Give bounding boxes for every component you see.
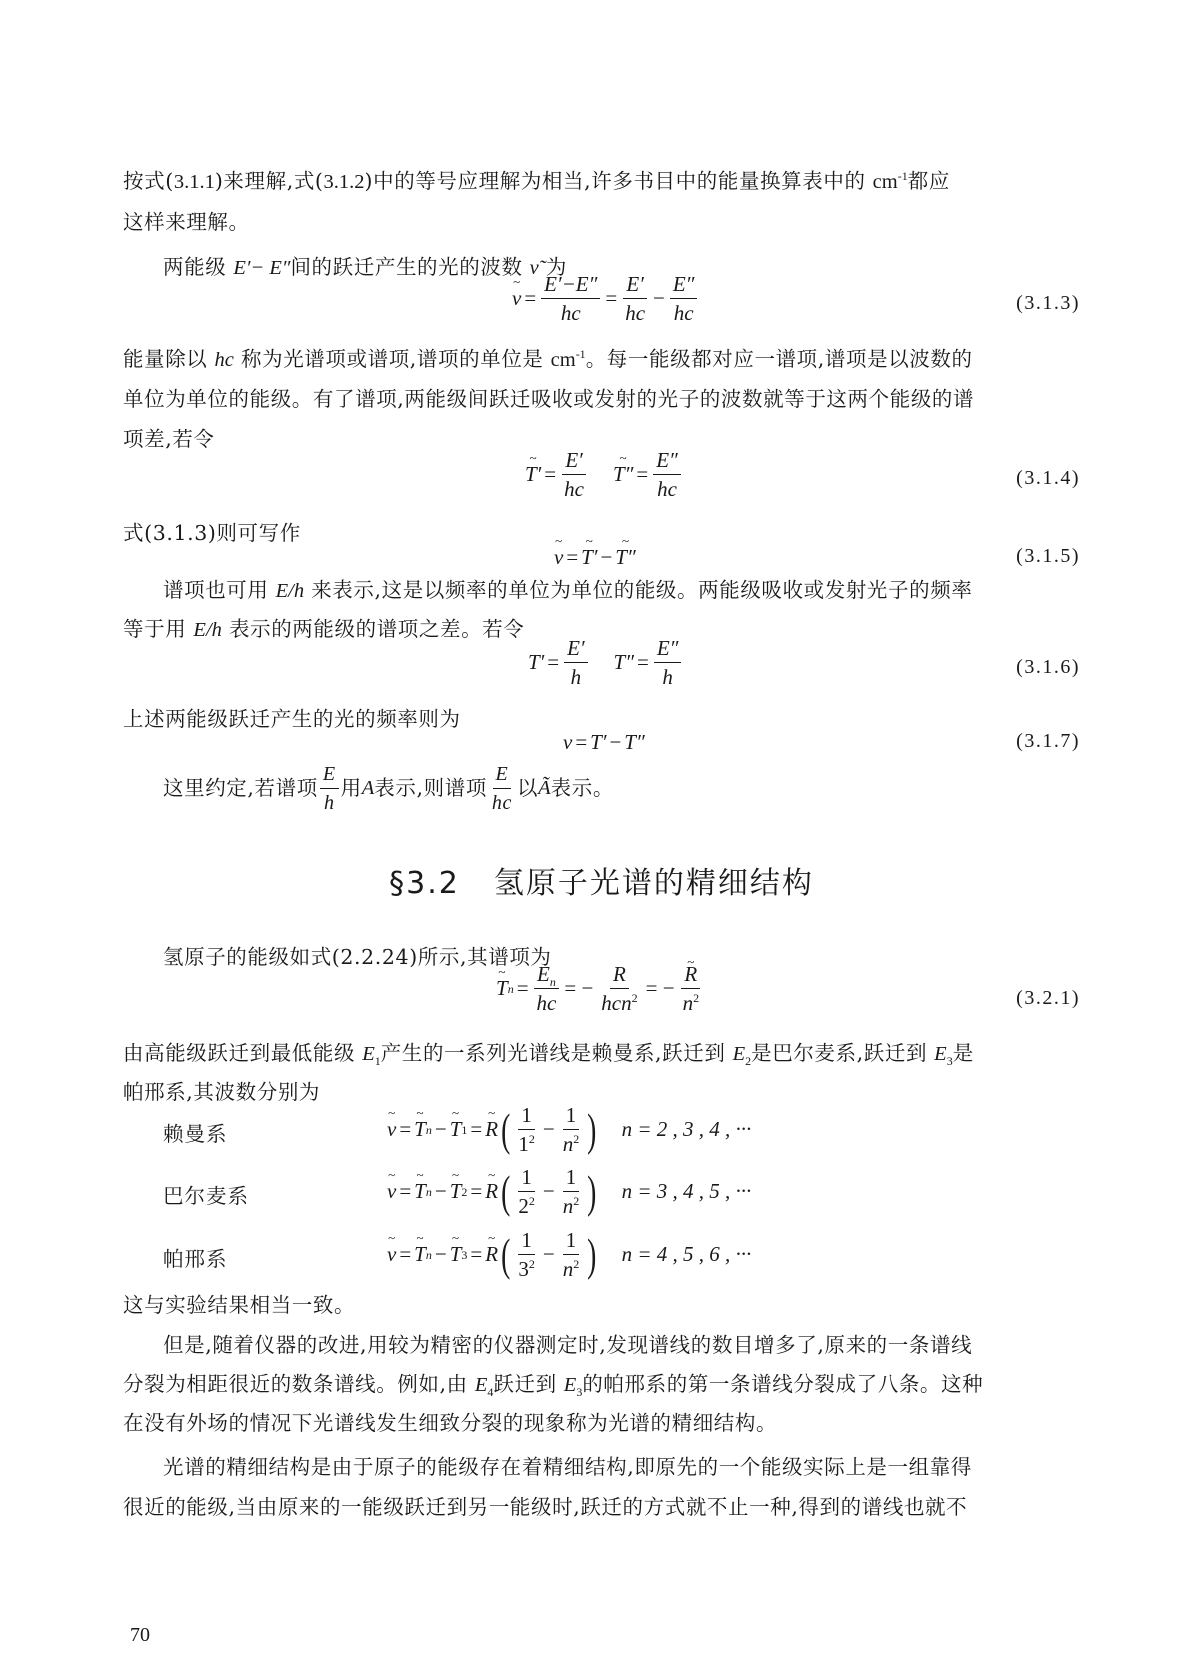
left-paren: ( (501, 1103, 511, 1155)
text: 表示,则谱项 (374, 776, 487, 800)
section-heading (0, 858, 1203, 902)
math-symbol: ~ ν (387, 1242, 396, 1267)
symbol: ~ R (684, 962, 697, 986)
paragraph-line: 上述两能级跃迁产生的光的频率则为 (123, 707, 461, 731)
page-number: 70 (130, 1624, 150, 1646)
text: )中的等号应理解为相当,许多书目中的能量换算表中的 (364, 169, 873, 193)
paragraph-line: 但是,随着仪器的改进,用较为精密的仪器测定时,发现谱线的数目增多了,原来的一条谱线 (163, 1333, 973, 1357)
paragraph-line (123, 1038, 1083, 1069)
text: 两能级 (163, 255, 234, 279)
text: 表示的两能级的谱项之差。若令 (221, 617, 525, 641)
paragraph-line (123, 1369, 1083, 1400)
math-symbol: ~ T (414, 1179, 426, 1204)
equation-number: (3.1.7) (1016, 730, 1080, 752)
paragraph-line: 项差,若令 (123, 427, 215, 451)
unit: cm (872, 171, 898, 193)
series-formula: ~ ν = ~ T n − ~ T 2 = ~ R ( $\frac{1}{2^2}$ − $\frac{1}{n^2}$ ) n = 3 , 4 , 5 , ··· (387, 1165, 751, 1218)
math-symbol: ~ ν (387, 1117, 396, 1142)
equation-ref: 3.1.2 (323, 171, 365, 193)
subscript: 2 (745, 1054, 752, 1069)
series-name: 赖曼系 (163, 1122, 228, 1146)
equation-number: (3.1.3) (1016, 292, 1080, 314)
paragraph-line: 帕邢系,其波数分别为 (123, 1080, 321, 1104)
symbol: n (621, 991, 632, 1015)
unit: cm (550, 349, 576, 371)
math-symbol: T′ (590, 730, 607, 754)
exponent: 2 (573, 1194, 580, 1208)
math-inline: Ã (538, 777, 551, 799)
right-paren: ) (587, 1165, 597, 1217)
math-symbol: ν (563, 730, 573, 754)
fraction: $\frac{1}{n^2}$ (562, 1228, 580, 1281)
math-inline: E (732, 1043, 746, 1065)
math-symbol: ~ T (414, 1117, 426, 1142)
exponent: 2 (528, 1132, 535, 1146)
left-paren: ( (501, 1228, 511, 1280)
text: 。每一能级都对应一谱项,谱项是以波数的 (585, 347, 973, 371)
math-symbol: ~ T (414, 1242, 426, 1267)
math-symbol: T″ (613, 650, 634, 674)
paragraph-line: 单位为单位的能级。有了谱项,两能级间跃迁吸收或发射的光子的波数就等于这两个能级的谱 (123, 387, 975, 411)
symbol: 1 (518, 1132, 529, 1156)
math-inline: E (934, 1043, 947, 1065)
math-inline: E/h (193, 619, 222, 641)
paragraph-line: 式(3.1.3)则可写作 (123, 521, 301, 545)
paragraph-line (123, 166, 1083, 197)
text: 谱项也可用 (163, 578, 276, 602)
symbol: 3 (518, 1257, 529, 1281)
math-symbol: ~ T (450, 1242, 462, 1267)
text: 是巴尔麦系,跃迁到 (751, 1041, 935, 1065)
math-inline: E′− E″ (233, 257, 291, 279)
equation-number: (3.1.5) (1016, 545, 1080, 567)
right-paren: ) (587, 1103, 597, 1155)
text: 的帕邢系的第一条谱线分裂成了八条。这种 (582, 1372, 984, 1396)
text: 为 (538, 255, 567, 279)
text: 是 (952, 1041, 974, 1065)
symbol: n (562, 1132, 574, 1156)
symbol: n (682, 991, 694, 1015)
fraction: $\frac{1}{3^2}$ (518, 1228, 535, 1281)
text: )来理解,式( (214, 169, 324, 193)
math-symbol: ~ T′ (581, 545, 597, 570)
fraction: $\frac{E''}{hc}$ (653, 448, 681, 501)
math-symbol: T″ (624, 730, 645, 754)
fraction: $\frac{E}{hc}$ (491, 762, 512, 814)
equation-number: (3.2.1) (1016, 987, 1080, 1009)
math-inline: E (362, 1043, 375, 1065)
symbol: n (562, 1194, 574, 1218)
paragraph-line: 这与实验结果相当一致。 (123, 1293, 356, 1317)
paragraph-line: 很近的能级,当由原来的一能级跃迁到另一能级时,跃迁的方式就不止一种,得到的谱线也就不 (123, 1495, 968, 1519)
unit-exponent: -1 (897, 169, 908, 184)
text: 用 (340, 776, 362, 800)
text: 表示。 (550, 776, 614, 800)
equation-3-1-4: ~ T′ = $\frac{E'}{hc}$ ~ T″ = $\frac{E''}{hc}$ (525, 448, 683, 501)
text: 由高能级跃迁到最低能级 (123, 1041, 363, 1065)
left-paren: ( (501, 1165, 511, 1217)
right-paren: ) (587, 1228, 597, 1280)
math-symbol: ~ T (450, 1179, 462, 1204)
fraction: $\frac{E'-E''}{hc}$ (541, 272, 600, 325)
equation-number: (3.1.6) (1016, 656, 1080, 678)
math-symbol: ~ T′ (525, 462, 541, 487)
symbol: hc (601, 991, 622, 1015)
exponent: 2 (528, 1257, 535, 1271)
fraction: $\frac{E}{h}$ (320, 762, 339, 815)
math-symbol: ~ ν (554, 545, 563, 570)
math-inline: hc (214, 349, 234, 371)
paragraph-line: 氢原子的能级如式(2.2.24)所示,其谱项为 (163, 945, 552, 969)
text: 都应 (907, 169, 950, 193)
fraction: $\frac{E''}{hc}$ (670, 272, 698, 325)
math-inline: ν̃ (529, 257, 539, 279)
math-symbol: ~ ν (387, 1179, 396, 1204)
subscript: 1 (374, 1054, 381, 1069)
paragraph-line: 光谱的精细结构是由于原子的能级存在着精细结构,即原先的一个能级实际上是一组靠得 (163, 1455, 972, 1479)
fraction: $\frac{1}{1^2}$ (518, 1103, 535, 1156)
fraction (680, 962, 703, 1015)
unit-exponent: -1 (575, 347, 586, 362)
math-symbol: T′ (528, 650, 545, 674)
paragraph-line: 这样来理解。 (123, 210, 250, 234)
fraction: $\frac{E'}{hc}$ (625, 272, 646, 325)
math-symbol: ~ T (496, 976, 508, 1001)
exponent: 2 (573, 1132, 580, 1146)
math-symbol: ~ R (485, 1179, 498, 1204)
text: 能量除以 (123, 347, 215, 371)
text: 分裂为相距很近的数条谱线。例如,由 (123, 1372, 475, 1396)
equation-ref: 3.1.1 (173, 171, 215, 193)
text: 等于用 (123, 617, 194, 641)
fraction: $\frac{1}{2^2}$ (518, 1165, 535, 1218)
math-symbol: ~ T″ (615, 545, 635, 570)
fraction: $\frac{E'}{hc}$ (564, 448, 584, 501)
symbol: n (562, 1257, 574, 1281)
text: 按式( (123, 169, 174, 193)
subscript: n (549, 975, 556, 990)
math-symbol: ~ R (485, 1242, 498, 1267)
text: 以 (517, 776, 539, 800)
fraction: $\frac{R}{hcn^2}$ (601, 962, 638, 1015)
symbol: E (537, 962, 550, 986)
text: 跃迁到 (493, 1372, 564, 1396)
series-range: n = 3 , 4 , 5 , ··· (621, 1179, 752, 1203)
equation-number: (3.1.4) (1016, 467, 1080, 489)
paragraph-line (163, 575, 1123, 606)
math-inline: E (563, 1374, 577, 1396)
text: 这里约定,若谱项 (163, 776, 318, 800)
text: 产生的一系列光谱线是赖曼系,跃迁到 (380, 1041, 733, 1065)
section-title: 氢原子光谱的精细结构 (493, 866, 814, 901)
equation-3-2-1: ~ T n = $\frac{E_n}{hc}$ = − $\frac{R}{hcn^2}$ = − ~ $\frac{R}{n^2}$ (496, 962, 704, 1015)
subscript: 3 (576, 1385, 583, 1400)
paragraph-line (163, 760, 1123, 816)
equation-3-1-5: ~ ν = ~ T′ − ~ T″ (554, 545, 636, 570)
fraction: $\frac{E''}{h}$ (654, 636, 682, 689)
exponent: 2 (693, 991, 700, 1005)
fraction: $\frac{1}{n^2}$ (562, 1165, 580, 1218)
series-name: 帕邢系 (163, 1247, 228, 1271)
subscript: 3 (946, 1054, 953, 1069)
symbol: 2 (518, 1194, 529, 1218)
series-name: 巴尔麦系 (163, 1184, 249, 1208)
exponent: 2 (573, 1257, 580, 1271)
math-symbol: ~ R (485, 1117, 498, 1142)
fraction: $\frac{E_n}{hc}$ (534, 962, 560, 1015)
math-inline: E/h (275, 580, 305, 602)
math-symbol: ~ T″ (613, 462, 633, 487)
text: 间的跃迁产生的光的波数 (290, 255, 530, 279)
series-formula: ~ ν = ~ T n − ~ T 3 = ~ R ( $\frac{1}{3^2}$ − $\frac{1}{n^2}$ ) n = 4 , 5 , 6 , ··· (387, 1228, 751, 1281)
equation-3-1-7: ν = T′ − T″ (563, 730, 645, 754)
fraction: $\frac{1}{n^2}$ (562, 1103, 580, 1156)
equation-3-1-6: T′ = $\frac{E'}{h}$ T″ = $\frac{E''}{h}$ (528, 636, 683, 689)
paragraph-line: 在没有外场的情况下光谱线发生细致分裂的现象称为光谱的精细结构。 (123, 1411, 778, 1435)
exponent: 2 (528, 1194, 535, 1208)
paragraph-line (123, 344, 1083, 375)
series-formula: ~ ν = ~ T n − ~ T 1 = ~ R ( $\frac{1}{1^2}$ − $\frac{1}{n^2}$ ) n = 2 , 3 , 4 , ··· (387, 1103, 751, 1156)
math-symbol: ~ ν (512, 286, 521, 311)
equation-3-1-3: ~ ν = $\frac{E'-E''}{hc}$ = $\frac{E'}{hc}$ − $\frac{E''}{hc}$ (512, 272, 699, 325)
math-inline: E (474, 1374, 488, 1396)
fraction: $\frac{E'}{h}$ (564, 636, 587, 689)
math-symbol: ~ T (450, 1117, 462, 1142)
text: 称为光谱项或谱项,谱项的单位是 (233, 347, 551, 371)
section-number: §3.2 (389, 866, 460, 901)
series-range: n = 2 , 3 , 4 , ··· (621, 1117, 752, 1141)
subscript: 4 (487, 1385, 494, 1400)
exponent: 2 (631, 991, 638, 1005)
series-range: n = 4 , 5 , 6 , ··· (621, 1242, 752, 1266)
text: 来表示,这是以频率的单位为单位的能级。两能级吸收或发射光子的频率 (304, 578, 973, 602)
math-inline: A (361, 777, 375, 799)
